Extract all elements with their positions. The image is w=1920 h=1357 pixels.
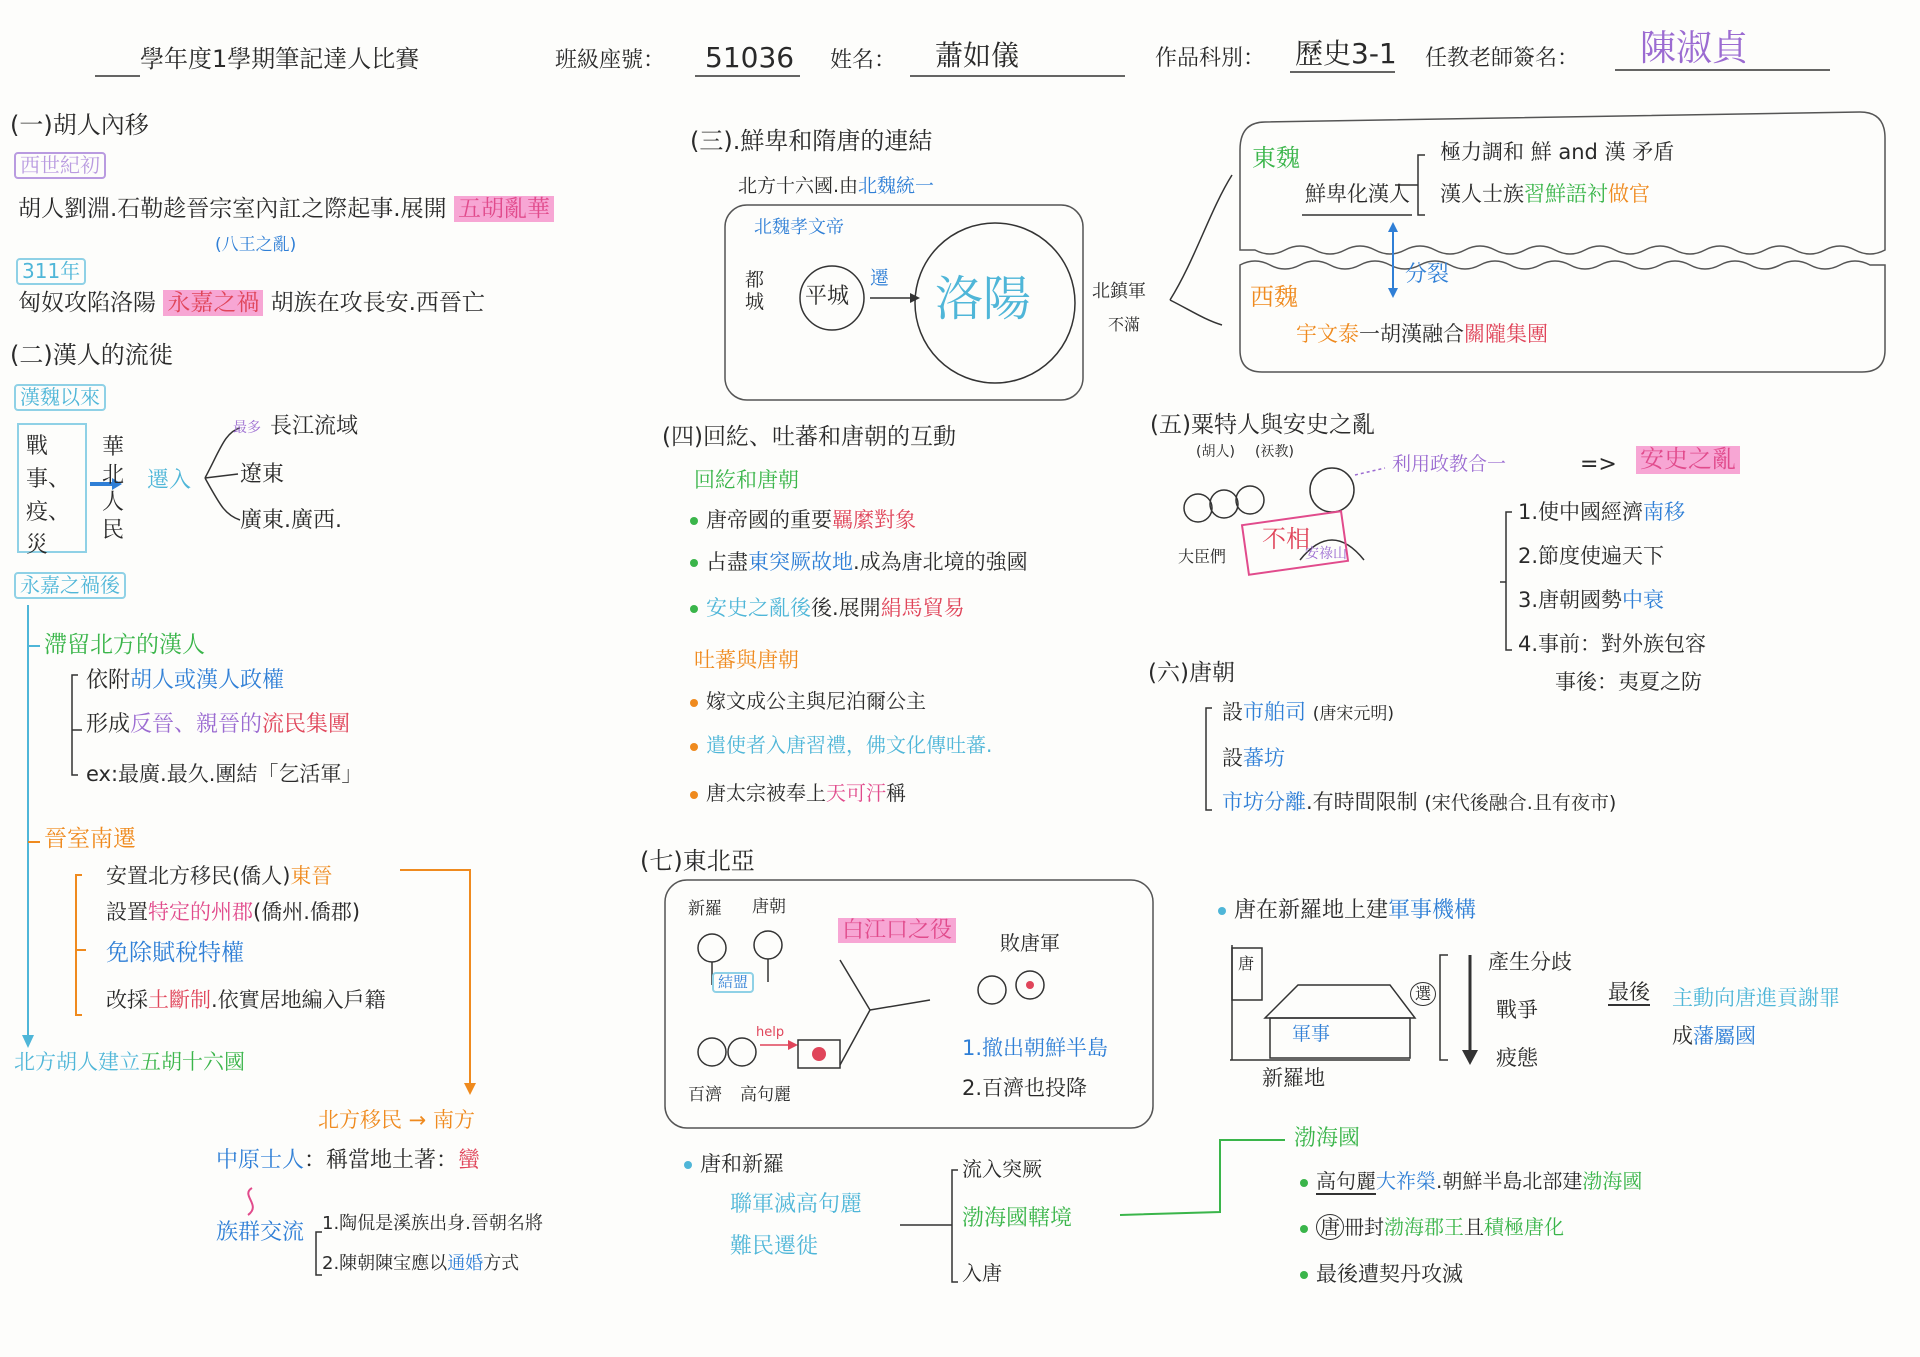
s2-central-scholars: 中原士人：稱當地土著：蠻 — [216, 1148, 481, 1173]
s2-stay-heading: 滯留北方的漢人 — [44, 632, 205, 658]
s3-city-luoyang: 洛陽 — [935, 271, 1032, 327]
s3-west-yuwentai: 宇文泰一胡漢融合關隴集團 — [1296, 322, 1548, 346]
s3-east-reconcile: 極力調和 鮮 and 漢 矛盾 — [1440, 140, 1675, 164]
class-label: 班級座號： — [555, 48, 666, 73]
s7-final: 最後 — [1608, 980, 1650, 1006]
s4-sub-uighur: 回紇和唐朝 — [694, 468, 799, 492]
s7-silla-land: 新羅地 — [1262, 1066, 1325, 1090]
s3-emperor: 北魏孝文帝 — [754, 217, 844, 238]
name-label: 姓名： — [830, 48, 897, 73]
s2-move-in: 遷入 — [147, 468, 192, 493]
s5-dislike: 不相 — [1262, 525, 1310, 553]
s5-an-lushan: 安祿山 — [1305, 546, 1347, 562]
s6-l2: 設蕃坊 — [1222, 746, 1285, 770]
s5-r1: 1.使中國經濟南移 — [1518, 500, 1686, 524]
class-value: 51036 — [705, 41, 795, 74]
s7-to-bohai: 渤海國轄境 — [962, 1206, 1073, 1231]
s1-tag-311: 311年 — [16, 258, 86, 285]
s5-officials: 大臣們 — [1178, 547, 1227, 566]
s2-south2: 設置特定的州郡(僑州.僑郡) — [106, 900, 361, 924]
s7-military-building: 軍事 — [1292, 1023, 1331, 1045]
s5-r4a: 4.事前：對外族包容 — [1518, 632, 1707, 656]
s4-l6: 唐太宗被奉上天可汗稱 — [690, 782, 906, 805]
s1-note-eight-princes: (八王之亂) — [215, 235, 297, 255]
s5-hu: (胡人) — [1196, 444, 1235, 460]
s3-east-sinicized: 鮮卑化漢人 — [1305, 182, 1410, 206]
subject-value: 歷史3-1 — [1295, 37, 1397, 70]
s2-ethnic-exchange: 族群交流 — [216, 1220, 305, 1245]
s7-tang: 唐朝 — [752, 897, 786, 917]
s1-heading: (一)胡人內移 — [10, 111, 149, 139]
s7-tang-silla: 唐和新羅 — [684, 1152, 784, 1176]
s2-dest-liaodong: 遼東 — [240, 462, 285, 487]
s7-final-vassal: 成藩屬國 — [1672, 1024, 1756, 1048]
s7-res1: 1.撤出朝鮮半島 — [962, 1036, 1109, 1060]
s7-res2: 2.百濟也投降 — [962, 1076, 1088, 1100]
teacher-label: 任教老師簽名： — [1425, 46, 1580, 71]
s3-move: 遷 — [870, 267, 890, 289]
s5-religion: (祆教) — [1255, 444, 1294, 460]
s2-south1: 安置北方移民(僑人)東晉 — [106, 864, 333, 888]
s7-c2: 戰爭 — [1496, 998, 1538, 1022]
s3-capital: 都城 — [745, 269, 765, 313]
s3-discontent: 不滿 — [1108, 315, 1141, 334]
s2-north-people: 華北人民 — [102, 435, 125, 543]
s5-heading: (五)粟特人與安史之亂 — [1150, 412, 1375, 438]
s2-heading: (二)漢人的流徙 — [10, 341, 173, 369]
s4-l4: 嫁文成公主與尼泊爾公主 — [690, 690, 926, 713]
s7-choose: 選 — [1410, 982, 1436, 1006]
s7-military-base: 唐在新羅地上建軍事機構 — [1218, 898, 1476, 923]
s3-west-wei: 西魏 — [1250, 283, 1298, 311]
s4-l5: 遣使者入唐習禮，佛文化傳吐蕃. — [690, 734, 992, 757]
s5-r3: 3.唐朝國勢中衰 — [1518, 588, 1665, 612]
s2-migrate-south: 北方移民 → 南方 — [318, 1108, 475, 1132]
s6-heading: (六)唐朝 — [1148, 660, 1235, 686]
s7-refugees: 難民遷徙 — [730, 1234, 819, 1259]
s4-l3: 安史之亂後後.展開絹馬貿易 — [690, 596, 965, 620]
s4-l1: 唐帝國的重要羈縻對象 — [690, 508, 916, 532]
s2-north-kingdoms: 北方胡人建立五胡十六國 — [14, 1050, 245, 1074]
s7-alliance: 結盟 — [712, 972, 754, 993]
s7-battle-baekgang: 白江口之役 — [838, 918, 956, 943]
s7-to-turks: 流入突厥 — [962, 1157, 1042, 1181]
s3-heading: (三).鮮卑和隋唐的連結 — [690, 127, 933, 155]
s2-stay3: ex:最廣.最久.團結「乞活軍」 — [86, 762, 363, 786]
teacher-signature: 陳淑貞 — [1640, 28, 1749, 69]
s2-south4: 改採土斷制.依實居地編入戶籍 — [106, 988, 386, 1012]
s7-defeat-tang: 敗唐軍 — [1000, 931, 1060, 955]
s2-dest-guangdong: 廣東.廣西. — [240, 508, 342, 533]
s7-to-tang: 入唐 — [962, 1261, 1002, 1285]
s7-bohai-heading: 渤海國 — [1294, 1126, 1361, 1151]
s3-line1: 北方十六國.由北魏統一 — [738, 175, 935, 197]
s7-final-tribute: 主動向唐進貢謝罪 — [1672, 986, 1840, 1010]
s5-r2: 2.節度使遍天下 — [1518, 544, 1665, 568]
contest-title: 學年度1學期筆記達人比賽 — [140, 45, 420, 73]
s7-destroy-goguryeo: 聯軍滅高句麗 — [730, 1192, 863, 1217]
s7-c3: 疲態 — [1496, 1046, 1538, 1070]
s7-help: help — [756, 1025, 785, 1040]
s7-c1: 產生分歧 — [1488, 950, 1572, 974]
s7-goguryeo: 高句麗 — [740, 1085, 791, 1105]
s5-arrow: => — [1580, 452, 1617, 477]
s3-city-pingcheng: 平城 — [805, 284, 850, 309]
s4-l2: 占盡東突厥故地.成為唐北境的強國 — [690, 550, 1028, 574]
s2-most: 最多 — [233, 420, 261, 436]
s2-ethnic2: 2.陳朝陳宝應以通婚方式 — [322, 1253, 520, 1274]
s5-anshi-rebellion: 安史之亂 — [1636, 446, 1740, 474]
s5-use-theocracy: 利用政教合一 — [1392, 453, 1507, 475]
s6-l1: 設市舶司 (唐宋元明) — [1222, 700, 1394, 724]
s7-baekje: 百濟 — [688, 1085, 722, 1105]
s2-ethnic1: 1.陶侃是溪族出身.晉朝名將 — [322, 1213, 543, 1234]
s3-east-wei: 東魏 — [1252, 144, 1300, 172]
s2-causes: 戰事、疫、災 — [26, 434, 71, 558]
s2-tag-han-wei: 漢魏以來 — [14, 384, 106, 411]
s7-heading: (七)東北亞 — [640, 847, 755, 875]
s7-b3: 最後遭契丹攻滅 — [1300, 1262, 1463, 1286]
s6-l3: 市坊分離.有時間限制 (宋代後融合.且有夜市) — [1222, 790, 1617, 814]
s2-dest-yangtze: 長江流域 — [270, 414, 359, 439]
s2-tag-after-yongjia: 永嘉之禍後 — [14, 572, 126, 599]
s1-tag-early-4th-century: 西世紀初 — [14, 152, 106, 179]
s7-silla: 新羅 — [688, 899, 722, 919]
name-value: 蕭如儀 — [935, 39, 1020, 72]
subject-label: 作品科別： — [1155, 46, 1266, 71]
s1-line1: 胡人劉淵.石勒趁晉宗室內訌之際起事.展開 五胡亂華 — [18, 196, 554, 222]
s3-garrison: 北鎮軍 — [1092, 281, 1146, 302]
s4-heading: (四)回紇、吐蕃和唐朝的互動 — [662, 424, 956, 450]
s7-b1: 高句麗大祚榮.朝鮮半島北部建渤海國 — [1300, 1170, 1642, 1193]
s2-stay2: 形成反晉、親晉的流民集團 — [86, 712, 351, 737]
s7-tang-flag: 唐 — [1238, 954, 1255, 973]
s3-split: 分裂 — [1405, 262, 1450, 287]
s2-stay1: 依附胡人或漢人政權 — [86, 668, 285, 693]
s5-r4b: 事後：夷夏之防 — [1555, 670, 1702, 694]
s3-east-gentry: 漢人士族習鮮語衬做官 — [1440, 182, 1650, 206]
s2-south-heading: 晉室南遷 — [44, 826, 136, 852]
s7-b2: 唐 冊封渤海郡王且積極唐化 — [1300, 1216, 1564, 1239]
s2-south3: 免除賦稅特權 — [106, 940, 244, 966]
s1-line2: 匈奴攻陷洛陽 永嘉之禍 胡族在攻長安.西晉亡 — [18, 290, 485, 316]
s4-sub-tibet: 吐蕃與唐朝 — [694, 648, 799, 672]
